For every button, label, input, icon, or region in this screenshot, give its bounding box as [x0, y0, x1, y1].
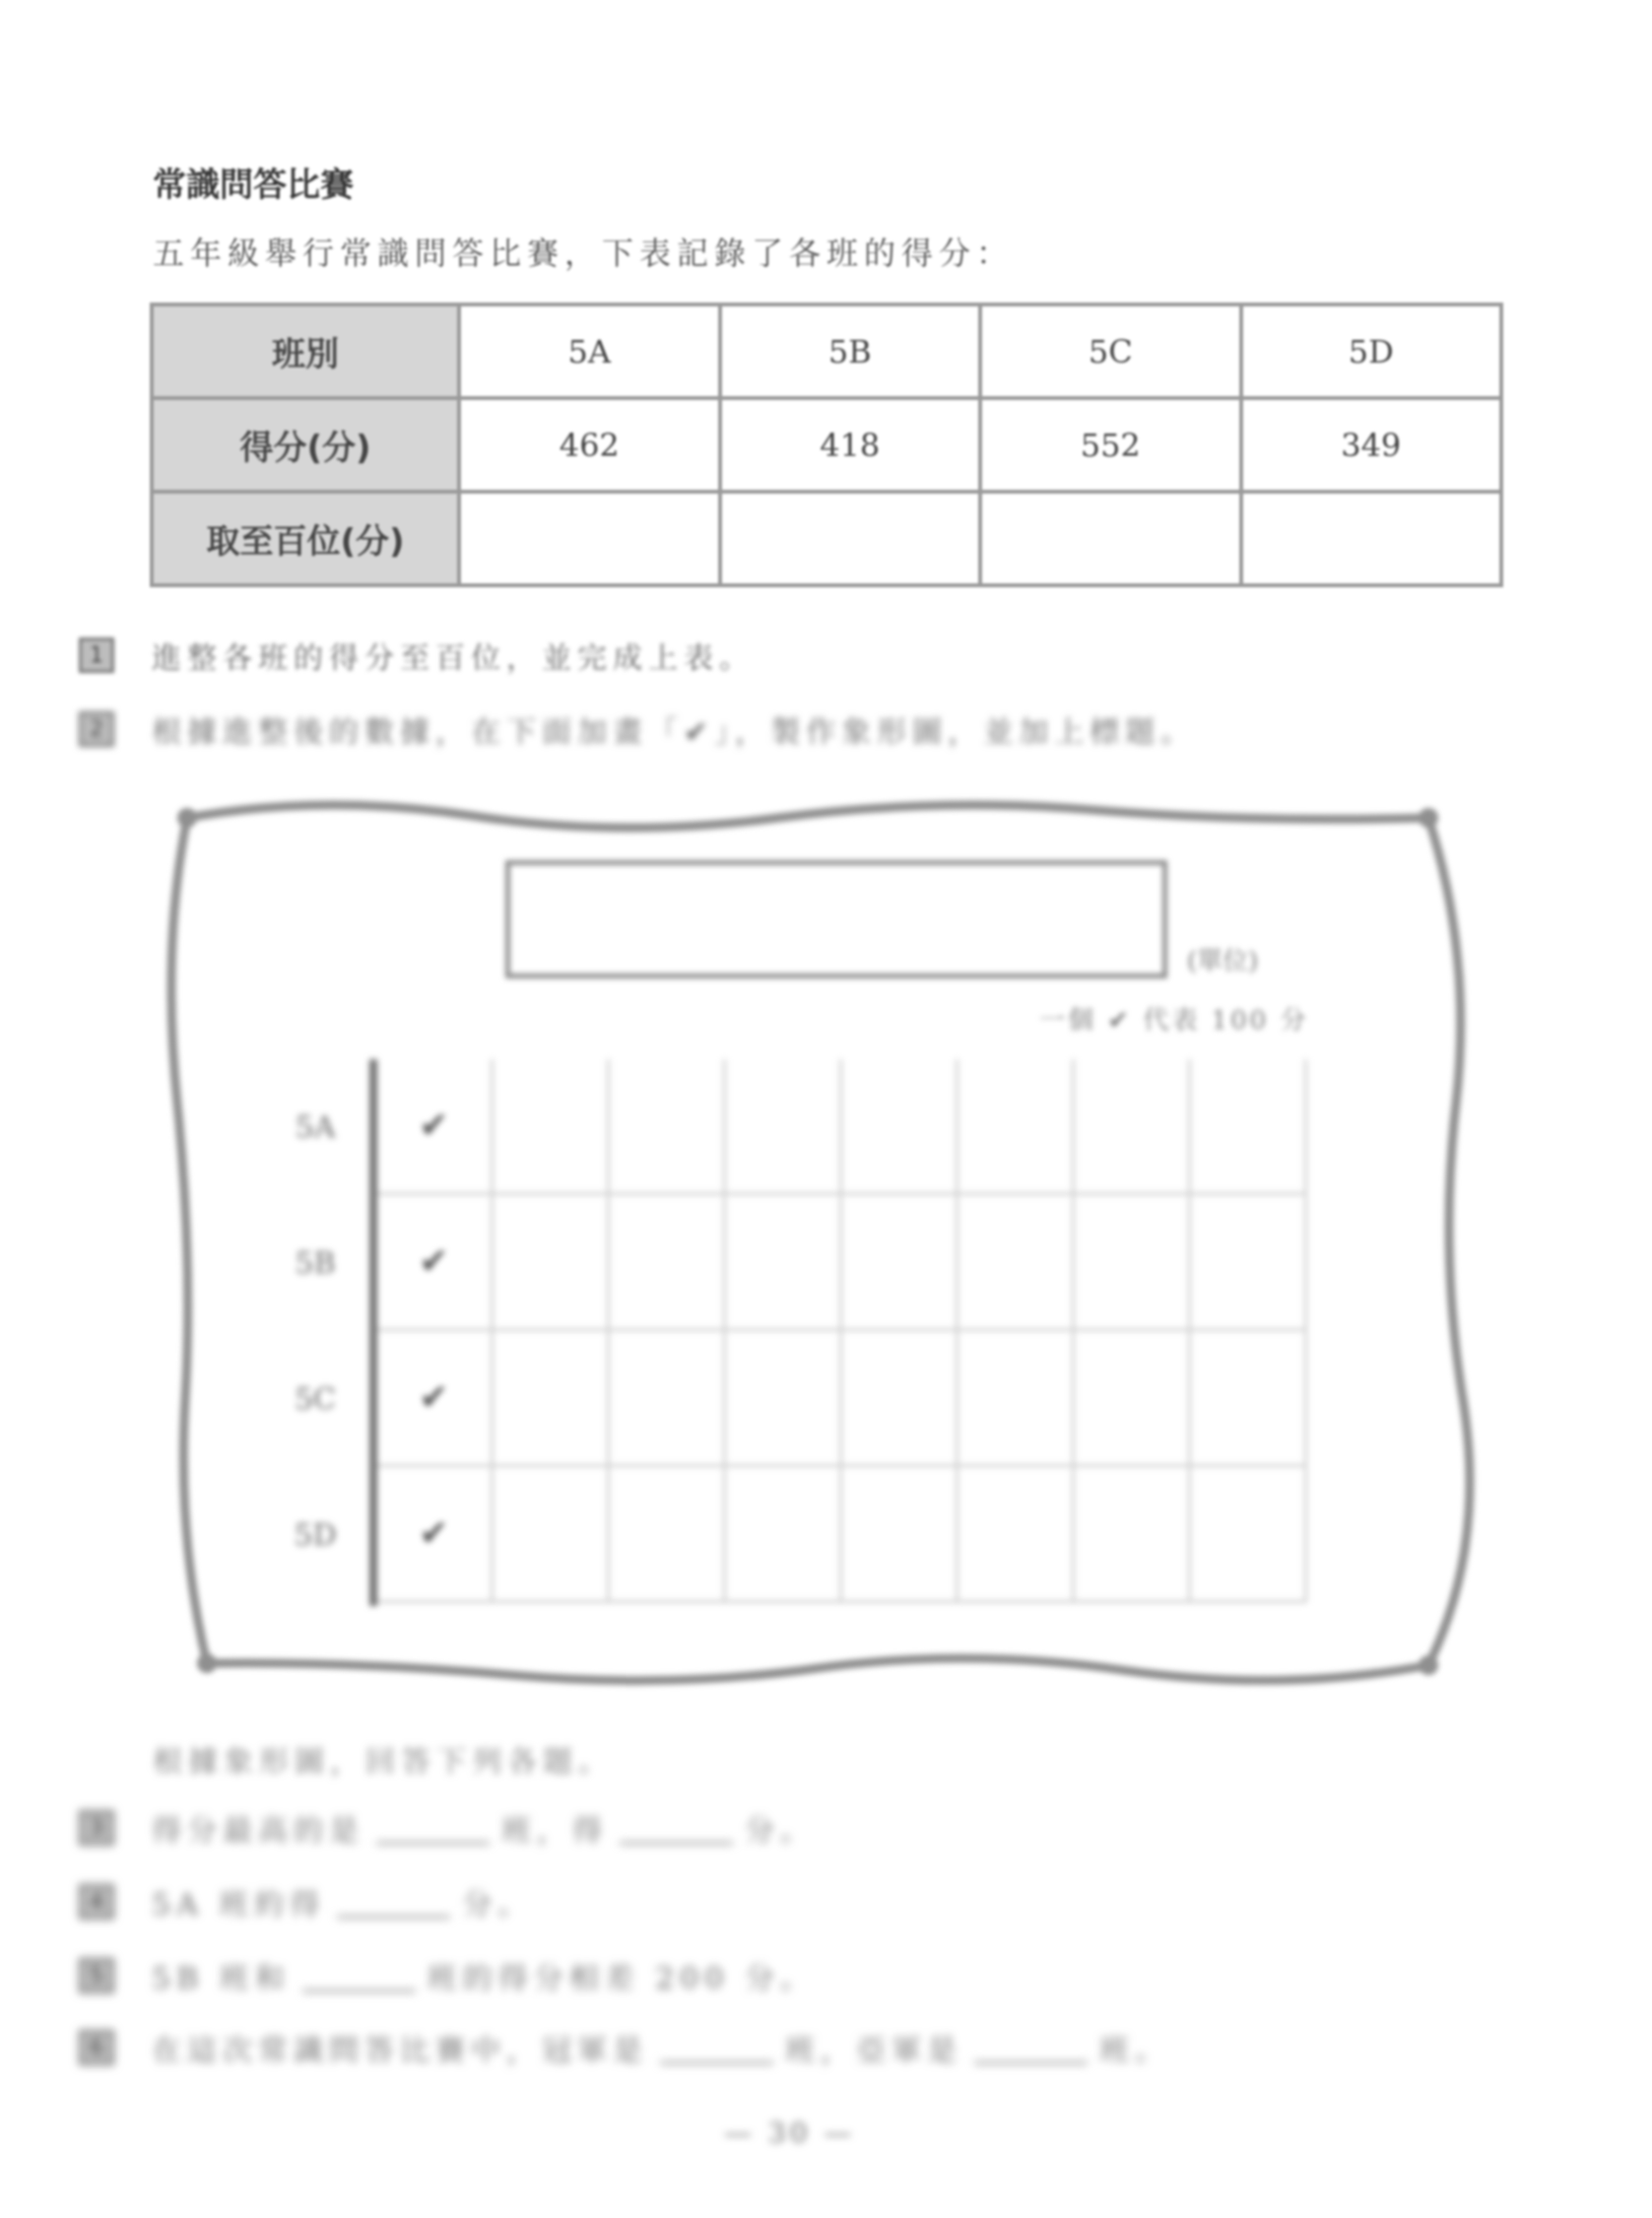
score-cell: 552: [980, 398, 1241, 492]
question-number: 5: [79, 1958, 114, 1993]
grid-cell[interactable]: [1075, 1467, 1191, 1603]
question-text: 班，亞軍是: [785, 2034, 962, 2068]
class-cell: 5C: [980, 304, 1241, 398]
class-cell: 5B: [720, 304, 981, 398]
grid-cell[interactable]: [958, 1059, 1075, 1195]
rounded-answer-cell[interactable]: [980, 492, 1241, 585]
row-label-5d: 5D: [294, 1518, 337, 1553]
answer-blank[interactable]: [620, 1812, 733, 1845]
page-number: — 30 —: [724, 2117, 856, 2149]
grid-cell[interactable]: [494, 1331, 610, 1467]
row-header-rounded: 取至百位(分): [152, 492, 459, 585]
grid-cell[interactable]: [610, 1195, 726, 1331]
check-icon: ✔: [377, 1467, 494, 1603]
pictograph-grid: [369, 1059, 1310, 1606]
question-text: 5A 班約得: [152, 1888, 326, 1922]
table-row: [152, 304, 1501, 398]
question-5: [79, 1956, 816, 1995]
check-icon: ✔: [377, 1195, 494, 1331]
pictograph-key: 一個 ✔ 代表 100 分: [1039, 1006, 1309, 1036]
grid-cell[interactable]: [494, 1195, 610, 1331]
grid-cell[interactable]: [1075, 1331, 1191, 1467]
grid-cell[interactable]: [958, 1467, 1075, 1603]
grid-cell[interactable]: [726, 1195, 842, 1331]
row-label-5c: 5C: [294, 1382, 337, 1417]
question-text: 班，得: [501, 1814, 608, 1848]
row-label-5b: 5B: [295, 1246, 336, 1281]
grid-cell[interactable]: [1075, 1195, 1191, 1331]
rounded-answer-cell[interactable]: [720, 492, 981, 585]
grid-cell[interactable]: [842, 1059, 958, 1195]
class-cell: 5A: [459, 304, 720, 398]
grid-cell[interactable]: [726, 1331, 842, 1467]
intro-text: 五年級舉行常識問答比賽，下表記錄了各班的得分：: [153, 235, 1015, 272]
question-number: 3: [79, 1810, 114, 1846]
grid-cell[interactable]: [958, 1195, 1075, 1331]
question-number: 1: [79, 638, 114, 673]
rounded-answer-cell[interactable]: [1241, 492, 1502, 585]
grid-cell[interactable]: [726, 1059, 842, 1195]
question-1: [79, 636, 755, 675]
grid-cell[interactable]: [1191, 1059, 1307, 1195]
answer-blank[interactable]: [302, 1960, 416, 1992]
grid-cell[interactable]: [726, 1467, 842, 1603]
question-text: 班的得分相差 200 分。: [427, 1962, 817, 1996]
question-text: 分。: [462, 1888, 534, 1922]
grid-row-5a: [377, 1059, 1310, 1195]
question-text: 5B 班和: [152, 1962, 291, 1996]
row-label-5a: 5A: [295, 1110, 336, 1145]
row-header-score: 得分(分): [152, 398, 459, 492]
question-3: [79, 1808, 816, 1848]
check-icon: ✔: [377, 1331, 494, 1467]
table-row: [152, 492, 1501, 585]
section-title: 常識問答比賽: [153, 166, 354, 205]
score-cell: 418: [720, 398, 981, 492]
question-4: [79, 1882, 533, 1921]
score-table: [150, 302, 1503, 587]
answer-blank[interactable]: [337, 1886, 450, 1918]
grid-cell[interactable]: [958, 1331, 1075, 1467]
question-2: [79, 709, 1196, 749]
grid-cell[interactable]: [494, 1467, 610, 1603]
grid-cell[interactable]: [1191, 1467, 1307, 1603]
grid-row-5d: [377, 1467, 1310, 1603]
question-text: 分。: [745, 1814, 816, 1848]
question-number: 6: [79, 2030, 114, 2065]
question-number: 2: [79, 711, 114, 747]
unit-label: (單位): [1187, 947, 1259, 976]
grid-axis: [369, 1059, 377, 1606]
table-row: [152, 398, 1501, 492]
grid-cell[interactable]: [1191, 1195, 1307, 1331]
pictograph-title-input[interactable]: [505, 860, 1167, 978]
grid-cell[interactable]: [842, 1195, 958, 1331]
grid-cell[interactable]: [842, 1331, 958, 1467]
class-cell: 5D: [1241, 304, 1502, 398]
answer-blank[interactable]: [660, 2032, 773, 2064]
grid-row-5b: [377, 1195, 1310, 1331]
grid-cell[interactable]: [610, 1059, 726, 1195]
grid-row-5c: [377, 1331, 1310, 1467]
score-cell: 349: [1241, 398, 1502, 492]
question-number: 4: [79, 1884, 114, 1919]
question-text: 根據進整後的數據，在下面加畫「✔」，製作象形圖，並加上標題。: [152, 715, 1197, 750]
question-text: 班。: [1099, 2034, 1170, 2068]
followup-intro: 根據象形圖，回答下列各題。: [153, 1745, 614, 1780]
score-cell: 462: [459, 398, 720, 492]
question-6: [79, 2028, 1170, 2067]
question-text: 得分最高的是: [152, 1814, 364, 1848]
question-text: 在這次常識問答比賽中，冠軍是: [152, 2034, 648, 2068]
row-header-class: 班別: [152, 304, 459, 398]
answer-blank[interactable]: [974, 2032, 1088, 2064]
question-text: 進整各班的得分至百位，並完成上表。: [152, 641, 755, 676]
grid-cell[interactable]: [1075, 1059, 1191, 1195]
grid-cell[interactable]: [610, 1467, 726, 1603]
grid-cell[interactable]: [494, 1059, 610, 1195]
check-icon: ✔: [377, 1059, 494, 1195]
rounded-answer-cell[interactable]: [459, 492, 720, 585]
answer-blank[interactable]: [376, 1812, 490, 1845]
grid-cell[interactable]: [610, 1331, 726, 1467]
grid-cell[interactable]: [1191, 1331, 1307, 1467]
grid-cell[interactable]: [842, 1467, 958, 1603]
